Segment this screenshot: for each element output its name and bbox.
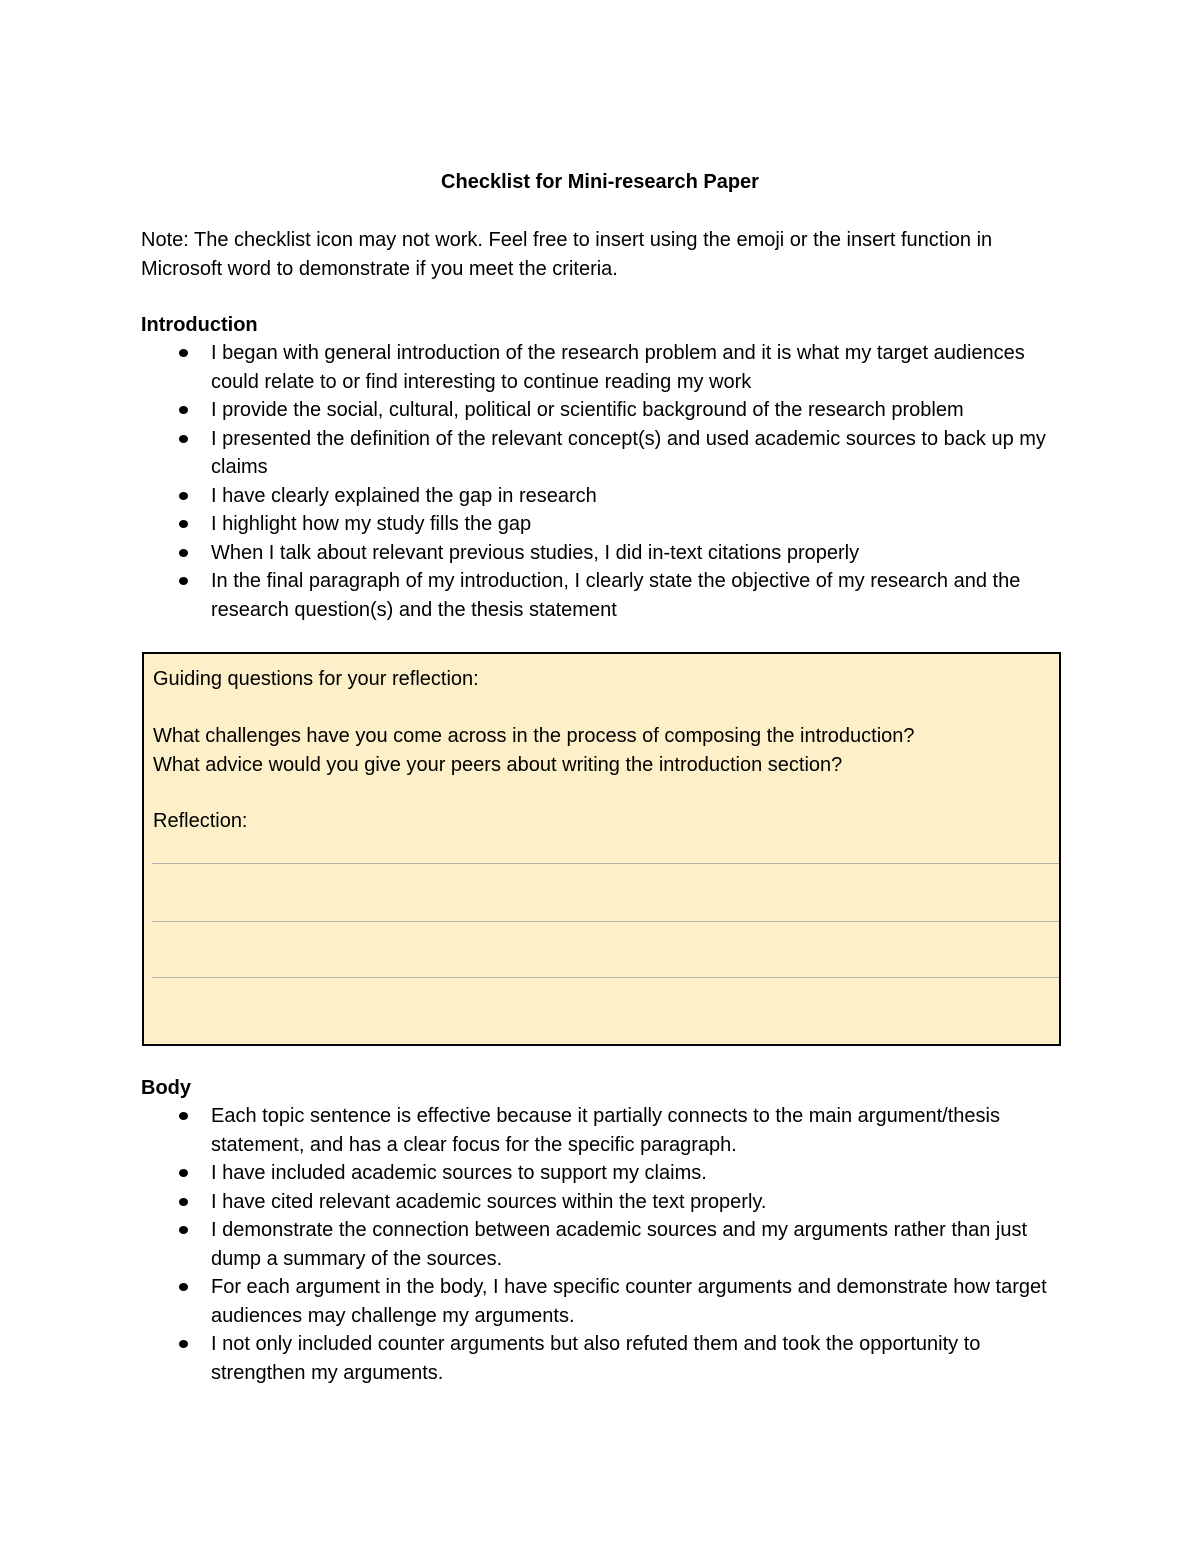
- body-checklist: [176, 1102, 1061, 1387]
- bullet-icon: [179, 1283, 188, 1291]
- guiding-question-2: What advice would you give your peers about writing the introduction section?: [153, 754, 843, 776]
- introduction-checklist: [176, 339, 1061, 624]
- bullet-icon: [179, 577, 188, 585]
- reflection-label: Reflection:: [153, 810, 248, 832]
- list-item-text: I highlight how my study fills the gap: [211, 513, 532, 535]
- list-item-text: I provide the social, cultural, political or scientific background of the research problem: [211, 399, 964, 421]
- list-item-text: I not only included counter arguments but also refuted them and took the opportunity to strengthen my arguments.: [211, 1333, 981, 1384]
- list-item-text: I demonstrate the connection between academic sources and my arguments rather than just dump a summary of the sources.: [211, 1219, 1028, 1270]
- introduction-heading: Introduction: [141, 314, 258, 336]
- page-title: Checklist for Mini-research Paper: [441, 171, 759, 193]
- list-item: [176, 482, 1061, 511]
- list-item-text: I presented the definition of the relevant concept(s) and used academic sources to back up my claims: [211, 427, 1046, 478]
- list-item: [176, 510, 1061, 539]
- list-item: [176, 1159, 1061, 1188]
- list-item-text: For each argument in the body, I have specific counter arguments and demonstrate how target audiences may challenge my arguments.: [211, 1276, 1047, 1327]
- reflection-answer-line[interactable]: [152, 921, 1061, 922]
- list-item: [176, 567, 1061, 624]
- list-item: [176, 1273, 1061, 1330]
- list-item-text: I have cited relevant academic sources within the text properly.: [211, 1190, 767, 1213]
- bullet-icon: [179, 1340, 188, 1348]
- list-item: [176, 1188, 1061, 1217]
- guiding-questions-label: Guiding questions for your reflection:: [153, 668, 479, 690]
- bullet-icon: [179, 1226, 188, 1234]
- bullet-icon: [179, 1112, 188, 1120]
- bullet-icon: [179, 549, 188, 557]
- list-item: [176, 339, 1061, 396]
- reflection-answer-line[interactable]: [152, 863, 1061, 864]
- list-item: [176, 396, 1061, 425]
- list-item-text: When I talk about relevant previous studies, I did in-text citations properly: [211, 541, 860, 564]
- bullet-icon: [179, 1198, 188, 1206]
- reflection-answer-line[interactable]: [152, 977, 1061, 978]
- list-item: [176, 425, 1061, 482]
- list-item-text: Each topic sentence is effective because it partially connects to the main argument/thesis statement, and has a clear focus for the specific paragraph.: [211, 1105, 1000, 1156]
- list-item-text: I have included academic sources to support my claims.: [211, 1162, 707, 1184]
- guiding-question-1: What challenges have you come across in the process of composing the introduction?: [153, 725, 915, 747]
- bullet-icon: [179, 435, 188, 443]
- list-item-text: In the final paragraph of my introduction, I clearly state the objective of my research and the research question(s) and the thesis statement: [211, 570, 1021, 621]
- list-item: [176, 1216, 1061, 1273]
- bullet-icon: [179, 520, 188, 528]
- list-item-text: I began with general introduction of the research problem and it is what my target audiences could relate to or find interesting to continue reading my work: [211, 342, 1025, 393]
- bullet-icon: [179, 492, 188, 500]
- list-item: [176, 539, 1061, 568]
- list-item: [176, 1330, 1061, 1387]
- reflection-box: [142, 652, 1061, 1046]
- body-heading: Body: [141, 1077, 191, 1099]
- list-item: [176, 1102, 1061, 1159]
- bullet-icon: [179, 406, 188, 414]
- bullet-icon: [179, 349, 188, 357]
- note-paragraph: Note: The checklist icon may not work. Feel free to insert using the emoji or the insert function in Microsoft word to demonstrate if you meet the criteria.: [141, 229, 993, 280]
- bullet-icon: [179, 1169, 188, 1177]
- list-item-text: I have clearly explained the gap in research: [211, 484, 597, 507]
